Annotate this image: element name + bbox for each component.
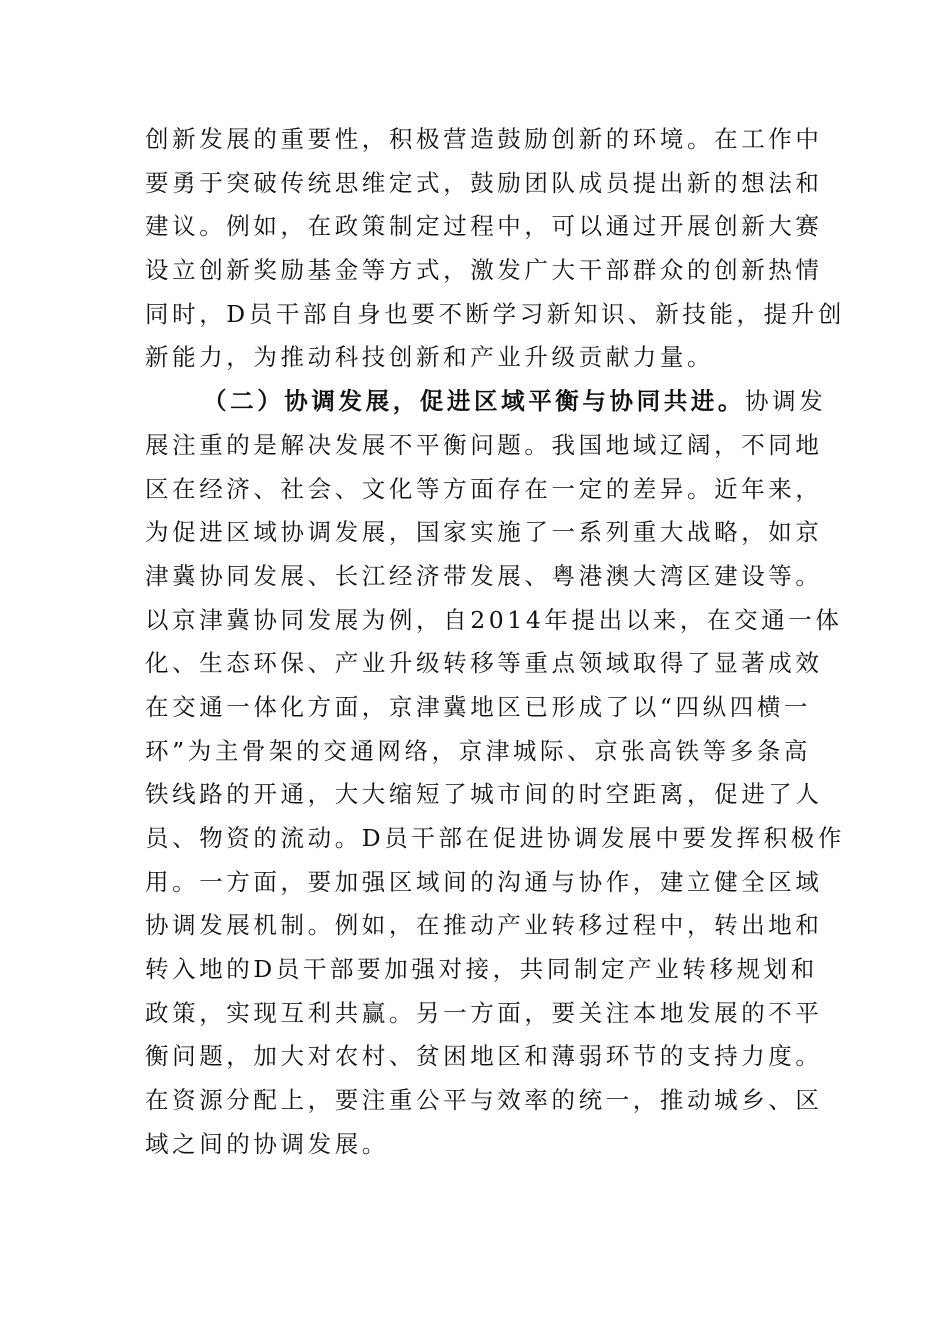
paragraph-coordinated-development [145,380,845,1166]
text-line: 政策，实现互利共赢。另一方面，要关注本地发展的不平 [145,998,823,1027]
text-line: 以京津冀协同发展为例，自2014年提出以来，在交通一体 [145,605,843,634]
text-line: 区在经济、社会、文化等方面存在一定的差异。近年来， [145,474,823,503]
text-line: 为促进区域协调发展，国家实施了一系列重大战略，如京 [145,518,823,547]
text-line: 员、物资的流动。D员干部在促进协调发展中要发挥积极作 [145,824,845,852]
text-line: 协调发展机制。例如，在推动产业转移过程中，转出地和 [145,911,823,940]
text-line: 化、生态环保、产业升级转移等重点领域取得了显著成效 [145,649,823,678]
text-line: 新能力，为推动科技创新和产业升级贡献力量。 [145,343,715,372]
text-line: 在资源分配上，要注重公平与效率的统一，推动城乡、区 [145,1086,823,1115]
text-line: 衡问题，加大对农村、贫困地区和薄弱环节的支持力度。 [145,1042,823,1071]
text-line: 铁线路的开通，大大缩短了城市间的时空距离，促进了人 [145,780,823,809]
text-line: 在交通一体化方面，京津冀地区已形成了以“四纵四横一 [145,692,812,721]
text-line: 同时，D员干部自身也要不断学习新知识、新技能，提升创 [145,299,845,328]
paragraph-innovation-continued [145,118,845,380]
text-line: 用。一方面，要加强区域间的沟通与协作，建立健全区域 [145,867,823,896]
text-line: 转入地的D员干部要加强对接，共同制定产业转移规划和 [145,955,818,984]
section-heading: （二）协调发展，促进区域平衡与协同共进。 [203,387,745,416]
text-line: 域之间的协调发展。 [145,1129,389,1158]
text-line: 要勇于突破传统思维定式，鼓励团队成员提出新的想法和 [145,168,823,197]
paragraph-first-line [145,380,827,424]
text-run: 协调发 [745,387,827,416]
document-body [145,118,845,1167]
text-line: 设立创新奖励基金等方式，激发广大干部群众的创新热情 [145,256,823,285]
text-line: 创新发展的重要性，积极营造鼓励创新的环境。在工作中 [145,125,823,153]
text-line: 津冀协同发展、长江经济带发展、粤港澳大湾区建设等。 [145,561,823,590]
text-line: 建议。例如，在政策制定过程中，可以通过开展创新大赛 [145,212,823,241]
text-line: 环”为主骨架的交通网络，京津城际、京张高铁等多条高 [145,736,812,765]
text-line: 展注重的是解决发展不平衡问题。我国地域辽阔，不同地 [145,430,823,459]
